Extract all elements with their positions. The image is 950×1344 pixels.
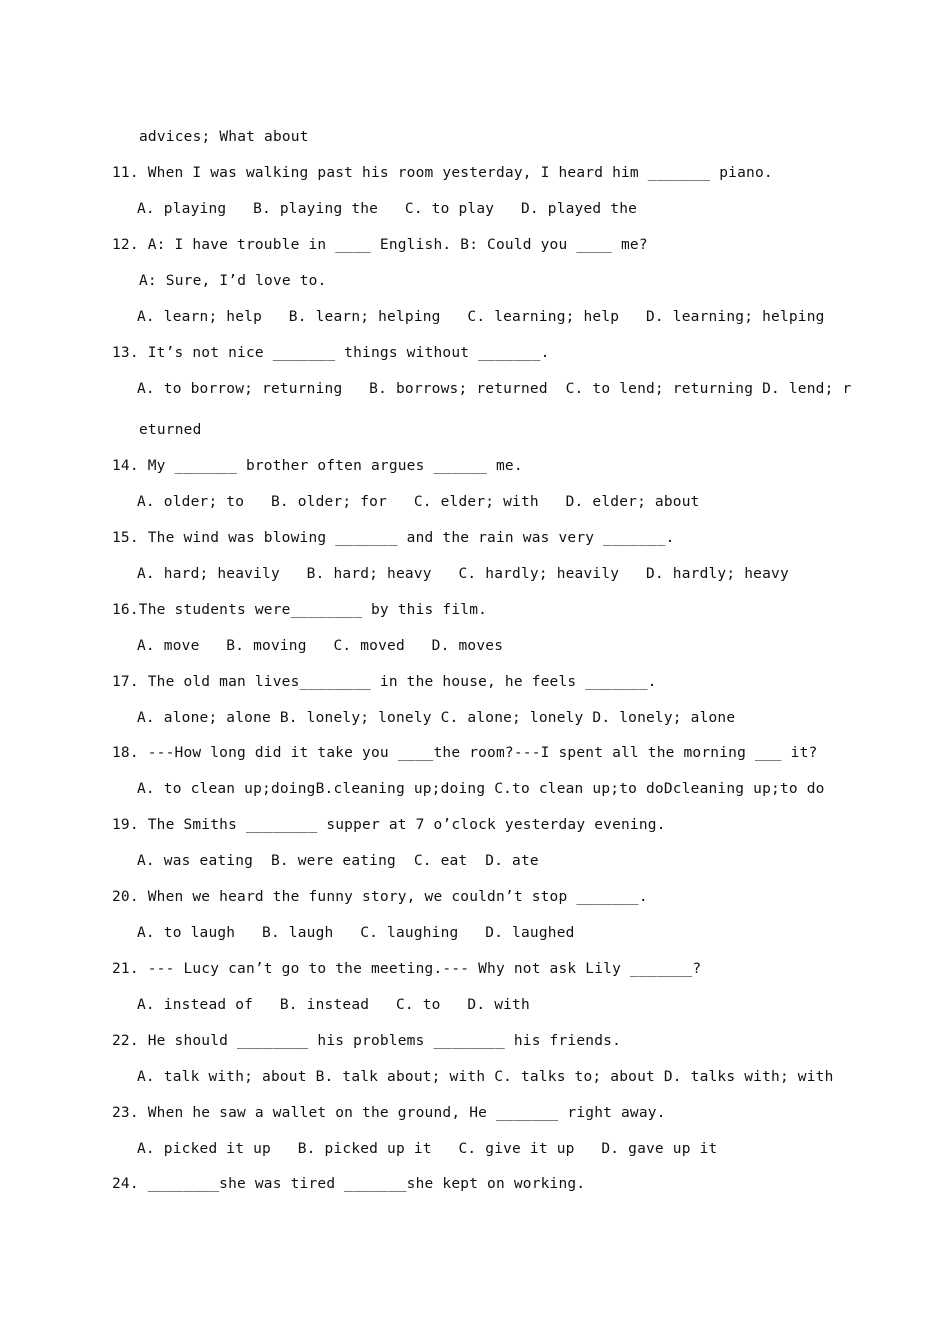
options-21: A. instead of B. instead C. to D. with [137,997,530,1013]
question-14: 14. My _______ brother often argues ______ me. [112,458,523,474]
question-21: 21. --- Lucy can’t go to the meeting.--- Why not ask Lily _______? [112,961,702,977]
options-11: A. playing B. playing the C. to play D. played the [137,201,638,217]
options-22: A. talk with; about B. talk about; with C. talks to; about D. talks with; with [137,1069,834,1085]
options-12: A. learn; help B. learn; helping C. learning; help D. learning; helping [137,309,825,325]
text-line: advices; What about [139,129,309,145]
question-18: 18. ---How long did it take you ____the room?---I spent all the morning ___ it? [112,745,818,761]
question-11: 11. When I was walking past his room yesterday, I heard him _______ piano. [112,165,773,181]
options-20: A. to laugh B. laugh C. laughing D. laughed [137,925,575,941]
question-24: 24. ________she was tired _______she kept on working. [112,1176,586,1192]
question-19: 19. The Smiths ________ supper at 7 o’clock yesterday evening. [112,817,666,833]
options-16: A. move B. moving C. moved D. moves [137,638,504,654]
question-17: 17. The old man lives________ in the house, he feels _______. [112,674,657,690]
question-16: 16.The students were________ by this film. [112,602,488,618]
options-15: A. hard; heavily B. hard; heavy C. hardly; heavily D. hardly; heavy [137,566,789,582]
question-15: 15. The wind was blowing _______ and the rain was very _______. [112,530,675,546]
options-13: A. to borrow; returning B. borrows; returned C. to lend; returning D. lend; r [137,381,852,397]
question-13: 13. It’s not nice _______ things without _______. [112,345,550,361]
options-19: A. was eating B. were eating C. eat D. ate [137,853,539,869]
question-12: 12. A: I have trouble in ____ English. B: Could you ____ me? [112,237,648,253]
options-13-continued: eturned [139,422,202,438]
options-14: A. older; to B. older; for C. elder; with D. elder; about [137,494,700,510]
options-17: A. alone; alone B. lonely; lonely C. alone; lonely D. lonely; alone [137,710,736,726]
question-12-continued: A: Sure, I’d love to. [139,273,327,289]
question-22: 22. He should ________ his problems ________ his friends. [112,1033,621,1049]
question-23: 23. When he saw a wallet on the ground, He _______ right away. [112,1105,666,1121]
options-18: A. to clean up;doingB.cleaning up;doing C.to clean up;to doDcleaning up;to do [137,781,825,797]
options-23: A. picked it up B. picked up it C. give it up D. gave up it [137,1141,718,1157]
question-20: 20. When we heard the funny story, we couldn’t stop _______. [112,889,648,905]
